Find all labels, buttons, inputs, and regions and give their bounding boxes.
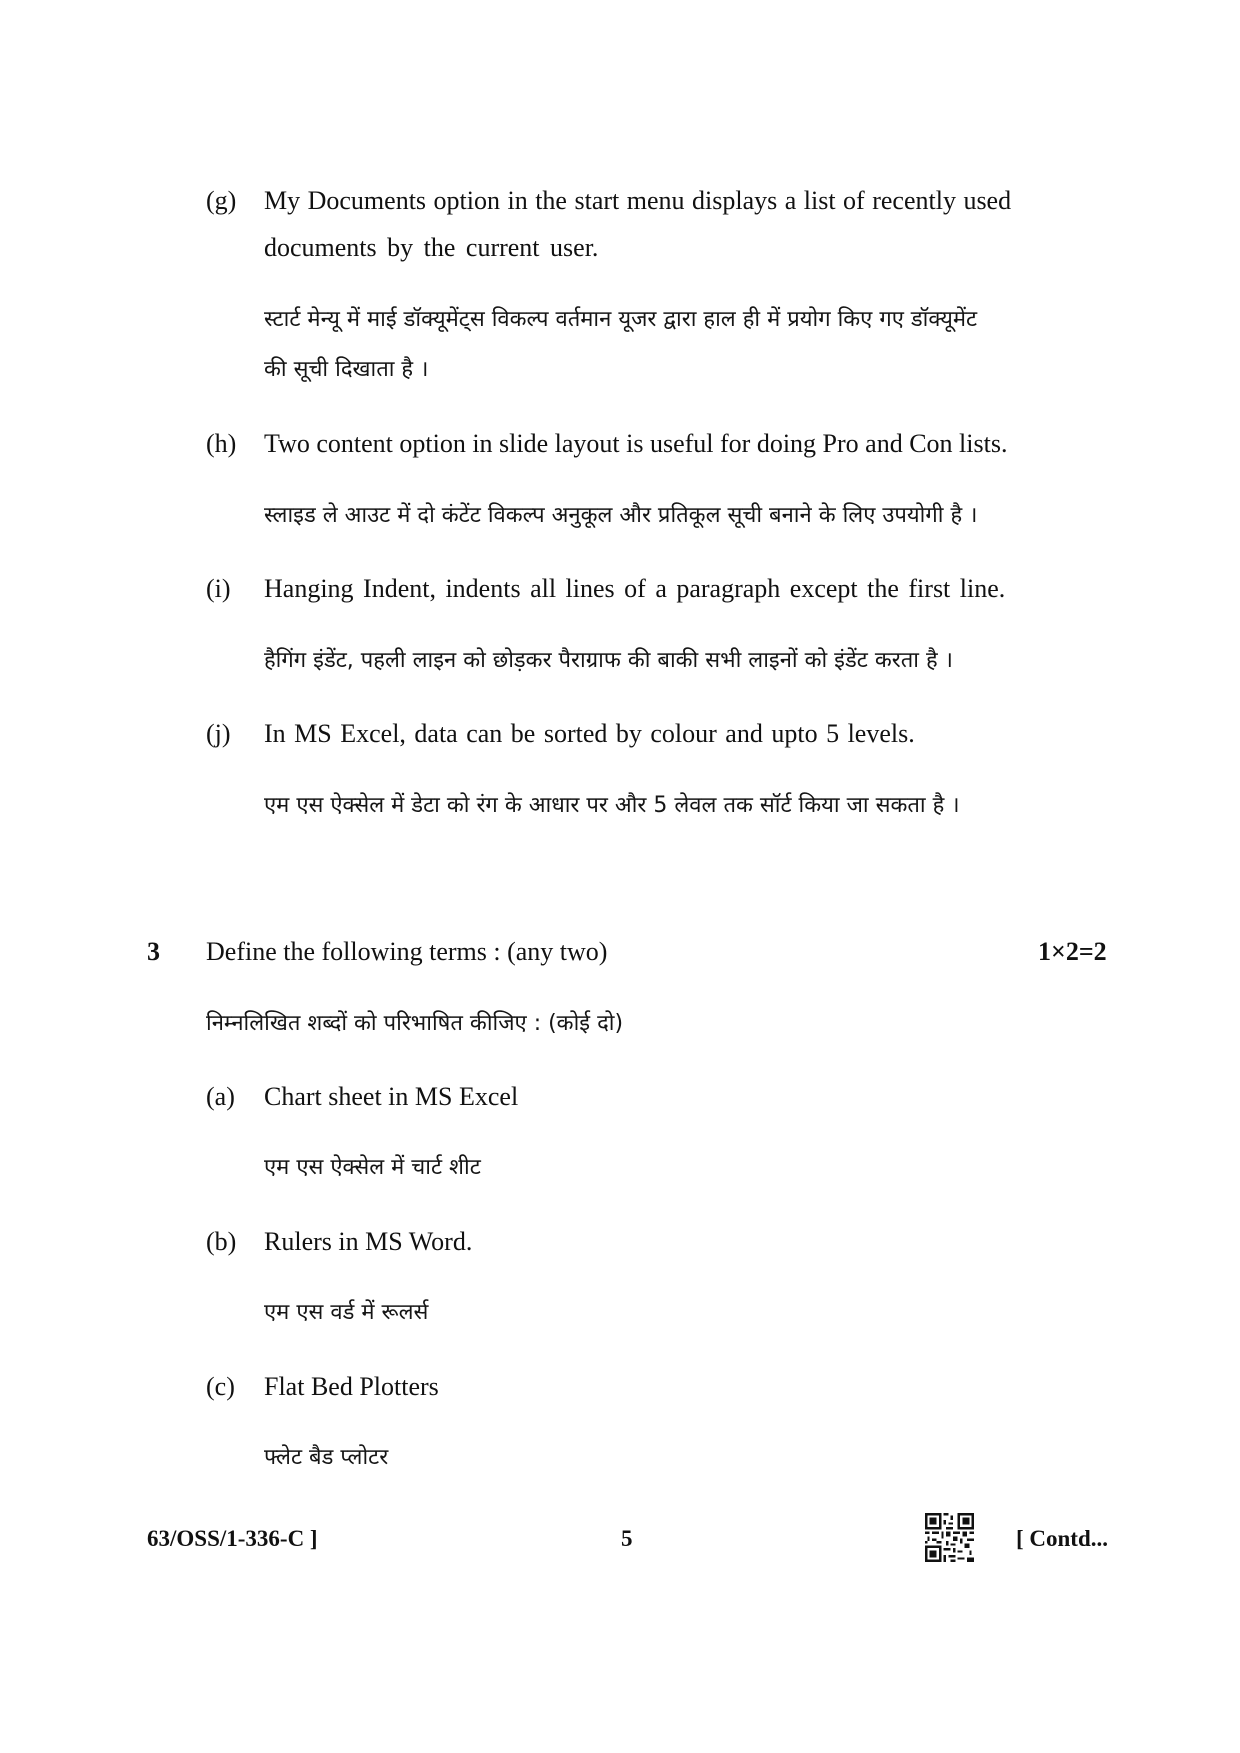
- item-text-en: Chart sheet in MS Excel: [264, 1082, 519, 1111]
- item-label: (a): [206, 1082, 235, 1111]
- item-text-hi: एम एस ऐक्सेल में चार्ट शीट: [264, 1155, 481, 1180]
- continued-label: [ Contd...: [1016, 1526, 1109, 1551]
- item-text-en: documents by the current user.: [264, 233, 599, 262]
- item-label: (g): [206, 186, 237, 215]
- item-text-hi: की सूची दिखाता है ।: [264, 357, 429, 382]
- item-text-hi: एम एस ऐक्सेल में डेटा को रंग के आधार पर और 5 लेवल तक सॉर्ट किया जा सकता है ।: [264, 793, 960, 818]
- item-text-hi: फ्लेट बैड प्लोटर: [264, 1445, 389, 1470]
- item-text-en: In MS Excel, data can be sorted by colour and upto 5 levels.: [264, 719, 915, 748]
- item-label: (h): [206, 429, 237, 458]
- item-text-en: Rulers in MS Word.: [264, 1227, 473, 1256]
- item-label: (i): [206, 574, 231, 603]
- question-text-en: Define the following terms : (any two): [206, 937, 608, 966]
- item-label: (j): [206, 719, 231, 748]
- question-number: 3: [147, 937, 160, 966]
- paper-code: 63/OSS/1-336-C ]: [147, 1526, 318, 1551]
- item-label: (c): [206, 1372, 235, 1401]
- item-label: (b): [206, 1227, 237, 1256]
- item-text-en: Flat Bed Plotters: [264, 1372, 439, 1401]
- item-text-en: Two content option in slide layout is useful for doing Pro and Con lists.: [264, 429, 1008, 458]
- question-text-hi: निम्नलिखित शब्दों को परिभाषित कीजिए : (कोई दो): [206, 1011, 624, 1036]
- question-marks: 1×2=2: [1038, 937, 1107, 966]
- item-text-hi: स्लाइड ले आउट में दो कंटेंट विकल्प अनुकूल और प्रतिकूल सूची बनाने के लिए उपयोगी है ।: [264, 503, 978, 528]
- item-text-en: My Documents option in the start menu displays a list of recently used: [264, 186, 1012, 215]
- qr-code: [925, 1513, 974, 1562]
- item-text-en: Hanging Indent, indents all lines of a paragraph except the first line.: [264, 574, 1006, 603]
- item-text-hi: हैगिंग इंडेंट, पहली लाइन को छोड़कर पैराग्राफ की बाकी सभी लाइनों को इंडेंट करता है ।: [264, 648, 953, 673]
- item-text-hi: एम एस वर्ड में रूलर्स: [264, 1300, 429, 1325]
- item-text-hi: स्टार्ट मेन्यू में माई डॉक्यूमेंट्स विकल्प वर्तमान यूजर द्वारा हाल ही में प्रयोग किए गए डॉक्यूमेंट: [264, 307, 978, 332]
- page-number: 5: [621, 1526, 633, 1551]
